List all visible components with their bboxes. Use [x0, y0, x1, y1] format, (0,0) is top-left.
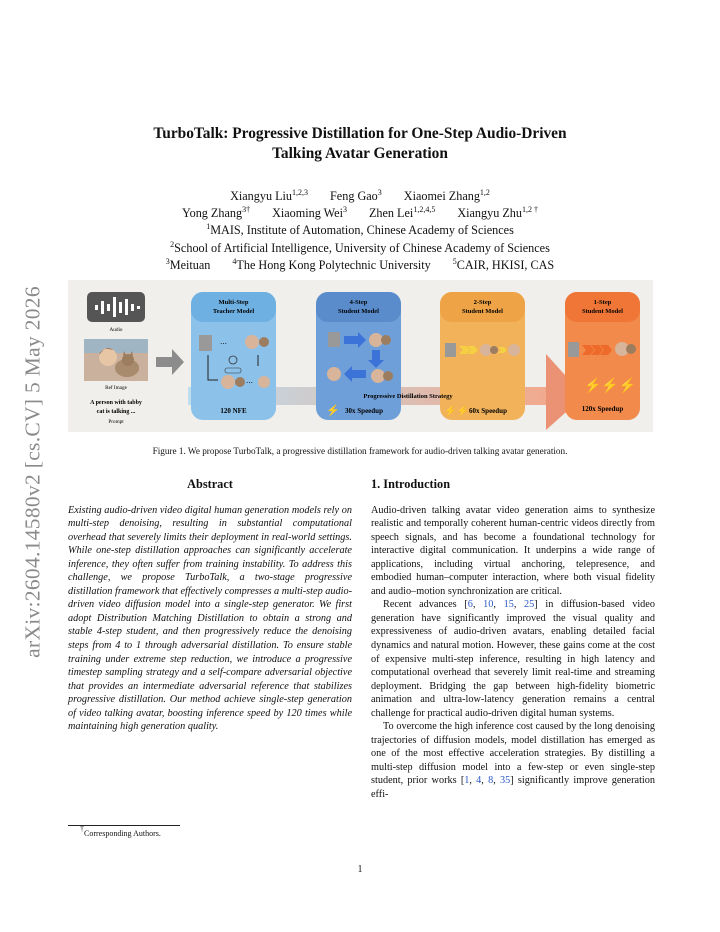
page-number: 1: [357, 864, 363, 875]
paper-title: TurboTalk: Progressive Distillation for One-Step Audio-Driven Talking Avatar Generation: [153, 125, 567, 162]
author-3: Xiangyu Zhu$^{1,2 \dagger}$: [457, 205, 538, 221]
author-0: Yong Zhang$^{3\dagger}$: [182, 205, 251, 221]
svg-text:⋯: ⋯: [220, 340, 227, 348]
student1-title-2: Student Model: [582, 308, 623, 315]
student1-footer: 120x Speedup: [581, 405, 624, 413]
student1-title-1: 1-Step: [593, 299, 612, 306]
citation-link[interactable]: 10: [483, 599, 494, 611]
prompt-label: Prompt: [108, 419, 124, 425]
svg-text:⋯: ⋯: [246, 379, 253, 387]
affiliation-3-item-1: $^4$The Hong Kong Polytechnic University: [232, 256, 431, 272]
student4-title-2: Student Model: [338, 308, 379, 315]
teacher-title-2: Teacher Model: [212, 308, 255, 315]
footnote: †Corresponding Authors.: [80, 824, 161, 838]
citation-link[interactable]: 1: [464, 775, 470, 787]
audio-icon: [87, 292, 145, 322]
right-column: [371, 478, 655, 802]
intro-paragraph-2: Recent advances [6, 10, 15, 25] in diffusion-based video generation have significantly improved the visual quality and expressiveness of audio-driven avatars, enabling detailed facial dynamics and natural motion. However, these gains come at the cost of expensive multi-step inference, resulting in high latency and computational overhead that severely limit real-time and streaming deployment. Bridging the gap between high-fidelity biometric animation and ultra-low-latency generation remains a central challenge for practical audio-driven digital human systems.: [371, 599, 655, 719]
prompt-line-1: A person with tabby: [90, 400, 142, 406]
citation-link[interactable]: 4: [476, 775, 482, 787]
abstract-text: Existing audio-driven video digital human generation models rely on multi-step denoising, resulting in substantial computational overhead that severely limits their deployment in real-world settings. While one-step distillation approaches can significantly accelerate inference, they often suffer from training instability. To address this challenge, we propose TurboTalk, a two-stage progressive distillation framework that effectively compresses a multi-step audio-driven video diffusion model into a single-step generator. We first adopt Distribution Matching Distillation to obtain a strong and stable 4-step student, and then progressively reduce the denoising steps from 4 to 1 through adversarial distillation. To ensure stable training under extreme step reduction, we introduce a progressive timestep sampling strategy and a self-compare adversarial objective that provides an intermediate adversarial reference that stabilizes progressive distillation. Our method achieve single-step generation of video talking avatar, boosting inference speed by 120 times while maintaining high generation quality.: [68, 504, 353, 733]
author-1: Xiaoming Wei$^3$: [272, 205, 347, 221]
citation-link[interactable]: 35: [500, 775, 511, 787]
reference-image: [84, 339, 148, 381]
student2-title-1: 2-Step: [473, 299, 492, 306]
figure-caption: Figure 1. We propose TurboTalk, a progressive distillation framework for audio-driven talking avatar generation.: [152, 446, 568, 456]
svg-text:⚡: ⚡: [326, 405, 340, 417]
affiliation-2: $^2$School of Artificial Intelligence, University of Chinese Academy of Sciences: [170, 239, 550, 255]
ref-image-label: Ref Image: [105, 385, 127, 391]
authors-row-2: [60, 205, 660, 222]
affiliation-1: $^1$MAIS, Institute of Automation, Chinese Academy of Sciences: [206, 222, 514, 238]
author-0: Xiangyu Liu$^{1,2,3}$: [230, 188, 309, 203]
figure-1: [68, 280, 653, 432]
student2-title-2: Student Model: [462, 308, 503, 315]
author-2: Xiaomei Zhang$^{1,2}$: [403, 188, 490, 203]
audio-label: Audio: [109, 327, 123, 333]
prompt-line-2: cat is talking ...: [96, 409, 136, 415]
citation-link[interactable]: 8: [488, 775, 494, 787]
left-column: [68, 478, 352, 734]
citation-link[interactable]: 6: [467, 599, 473, 611]
arxiv-identifier: arXiv:2604.14580v2 [cs.CV] 5 May 2026: [20, 286, 45, 658]
affiliation-3: [60, 257, 660, 274]
abstract-heading: Abstract: [187, 477, 233, 491]
teacher-footer: 120 NFE: [220, 407, 247, 415]
strategy-label: Progressive Distillation Strategy: [363, 393, 453, 400]
author-1: Feng Gao$^3$: [330, 188, 382, 203]
teacher-title-1: Multi-Step: [218, 299, 249, 306]
input-arrow: [156, 349, 184, 375]
footnote-rule: [68, 825, 180, 826]
pipeline-diagram: [68, 280, 653, 432]
svg-text:⚡⚡⚡: ⚡⚡⚡: [584, 379, 637, 394]
citation-link[interactable]: 15: [503, 599, 514, 611]
affiliation-3-item-0: $^3$Meituan: [165, 256, 211, 272]
student2-footer: 60x Speedup: [469, 407, 507, 415]
intro-paragraph-1: Audio-driven talking avatar video generation aims to synthesize realistic and temporally coherent human-centric videos directly from speech signals, and has become a foundational technology for interactive digital communication. It underpins a wide range of applications, including virtual anchoring, telepresence, and embodied human–computer interaction, where both visual fidelity and audio–motion synchronization are critical.: [371, 504, 655, 597]
citation-link[interactable]: 25: [524, 599, 535, 611]
intro-paragraph-3: To overcome the high inference cost caused by the long denoising trajectories of diffusion models, model distillation has emerged as one of the most effective acceleration strategies. By distilling a multi-step diffusion model into a few-step or even single-step student, prior works [1, 4, 8, 35] significantly improve generation effi-: [371, 721, 656, 801]
svg-text:⚡⚡: ⚡⚡: [444, 406, 469, 417]
affiliation-3-item-2: $^5$CAIR, HKISI, CAS: [452, 256, 555, 272]
introduction-heading: 1. Introduction: [371, 477, 451, 491]
author-2: Zhen Lei$^{1,2,4,5}$: [368, 205, 436, 221]
authors-row-1: [60, 188, 660, 205]
author-block: [60, 188, 660, 274]
student4-title-1: 4-Step: [349, 299, 368, 306]
student4-footer: 30x Speedup: [345, 407, 383, 415]
